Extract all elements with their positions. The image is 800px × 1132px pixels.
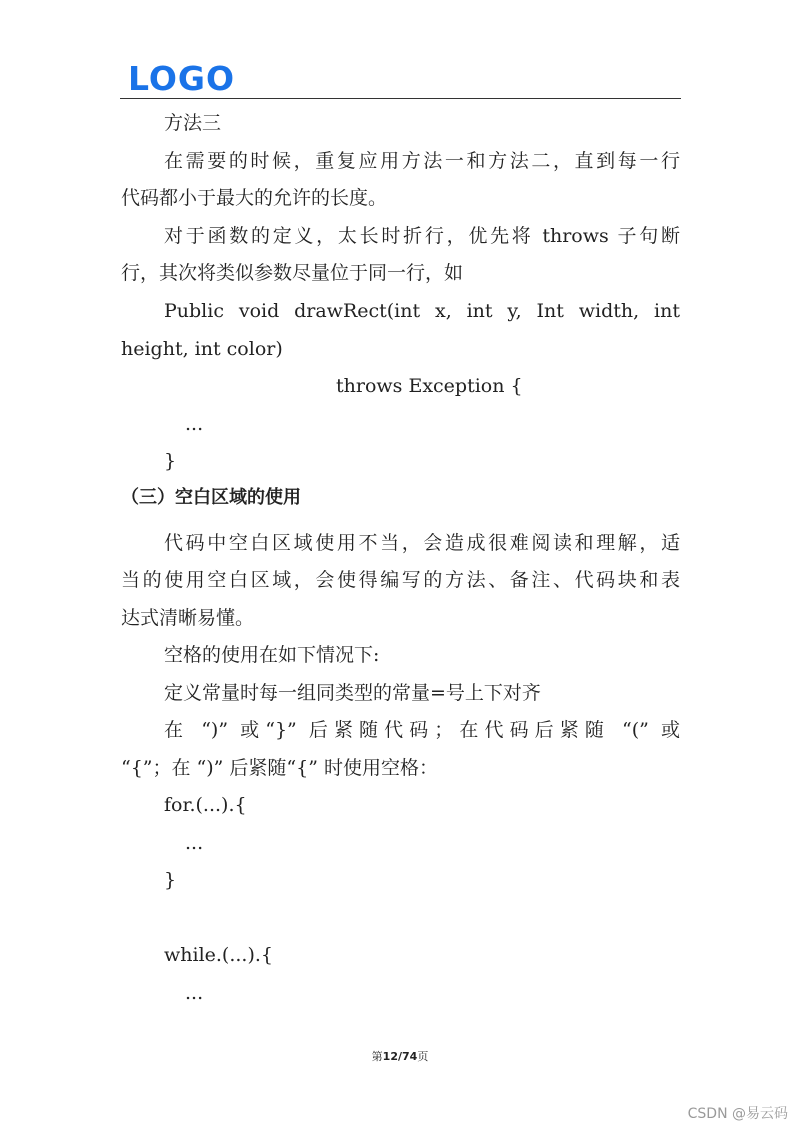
code-line: ...	[185, 832, 204, 854]
paragraph-line: 对于函数的定义，太长时折行，优先将 throws 子句断	[164, 225, 680, 247]
code-line: while.(...).{	[164, 944, 274, 966]
code-line: for.(...).{	[164, 794, 247, 816]
paragraph-line: 在需要的时候，重复应用方法一和方法二，直到每一行	[164, 150, 680, 172]
section-heading: （三）空白区域的使用	[121, 487, 301, 508]
code-line: }	[164, 869, 177, 891]
paragraph-method-three: 方法三	[164, 112, 222, 134]
paragraph-line: “{”；在 “)” 后紧随“{” 时使用空格：	[121, 757, 438, 779]
page-number	[0, 1048, 800, 1064]
page-suffix: 页	[417, 1050, 429, 1063]
logo: LOGO	[128, 59, 236, 98]
watermark: CSDN @易云码	[687, 1106, 788, 1122]
code-line: ...	[185, 413, 204, 435]
code-line: height, int color)	[121, 338, 283, 360]
paragraph-line: 行，其次将类似参数尽量位于同一行，如	[121, 262, 464, 284]
paragraph-line: 定义常量时每一组同类型的常量=号上下对齐	[164, 682, 541, 704]
paragraph-line: 在 “)” 或“}” 后紧随代码；在代码后紧随 “(” 或	[164, 719, 680, 741]
page-separator: /	[397, 1050, 403, 1063]
paragraph-line: 代码都小于最大的允许的长度。	[121, 187, 388, 209]
paragraph-line: 空格的使用在如下情况下:	[164, 644, 380, 666]
paragraph-line: 代码中空白区域使用不当，会造成很难阅读和理解，适	[164, 532, 680, 554]
page-current: 12	[382, 1050, 398, 1063]
code-line: Public void drawRect(int x, int y, Int width, int	[164, 300, 680, 322]
code-line: throws Exception {	[336, 375, 523, 397]
header-rule	[120, 98, 681, 99]
page-total: 74	[402, 1050, 418, 1063]
code-line: ...	[185, 982, 204, 1004]
code-line: }	[164, 450, 177, 472]
paragraph-line: 当的使用空白区域，会使得编写的方法、备注、代码块和表	[121, 569, 680, 591]
paragraph-line: 达式清晰易懂。	[121, 607, 255, 629]
page-prefix: 第	[371, 1050, 383, 1063]
